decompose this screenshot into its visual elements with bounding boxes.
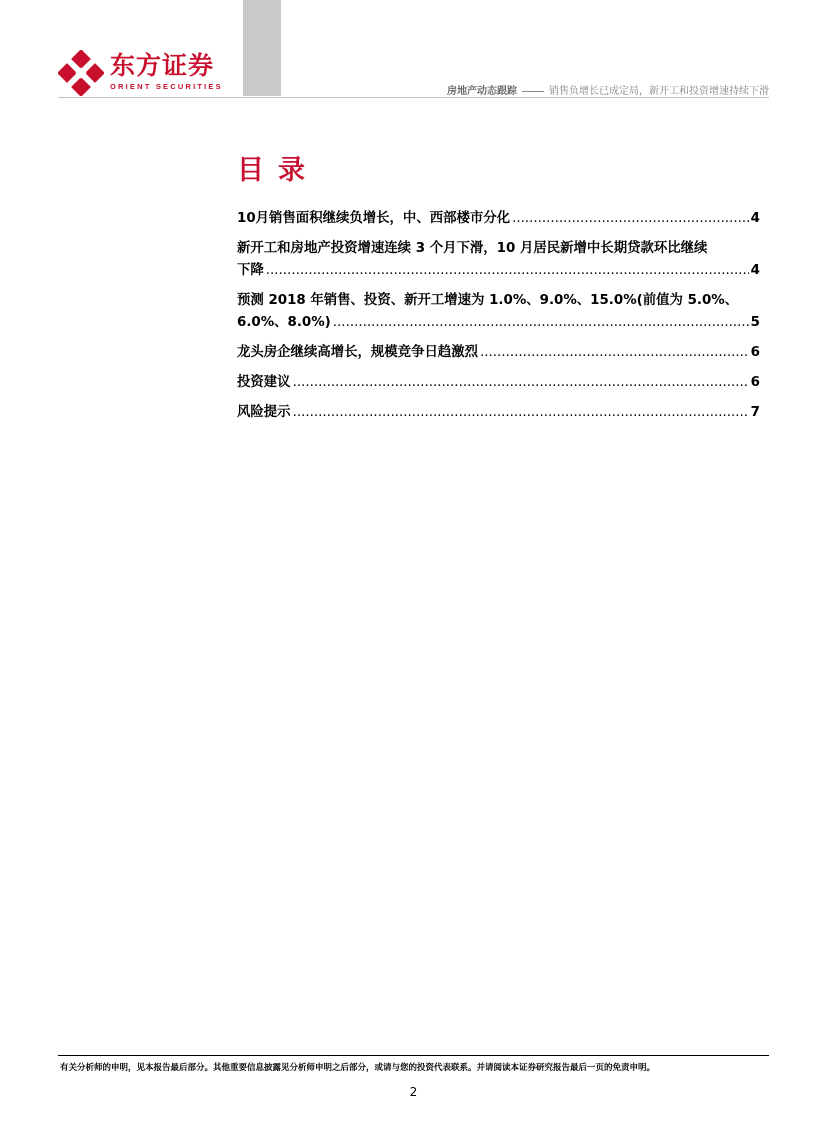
toc-leader-dots	[512, 208, 749, 230]
toc-entry-line	[237, 312, 760, 334]
toc-page-number: 4	[750, 211, 760, 226]
toc-page-number: 5	[750, 315, 760, 330]
toc-entry-line	[237, 238, 760, 260]
logo-chinese-name: 东方证券	[110, 51, 215, 80]
report-subtitle: 销售负增长已成定局，新开工和投资增速持续下滑	[549, 86, 769, 97]
table-of-contents	[237, 208, 760, 432]
footer-divider	[58, 1055, 769, 1056]
toc-page-number: 7	[750, 405, 760, 420]
toc-entry-line	[237, 402, 760, 424]
toc-entry-text: 新开工和房地产投资增速连续 3 个月下滑，10 月居民新增中长期贷款环比继续	[237, 241, 708, 256]
toc-leader-dots	[480, 342, 749, 364]
toc-entry-line	[237, 260, 760, 282]
toc-entry[interactable]	[237, 208, 760, 230]
toc-entry-text: 下降	[237, 263, 264, 278]
toc-page-number: 6	[750, 375, 760, 390]
toc-leader-dots	[333, 312, 749, 334]
toc-entry-text: 龙头房企继续高增长，规模竞争日趋激烈	[237, 345, 479, 360]
toc-entry-line	[237, 342, 760, 364]
toc-entry-line	[237, 372, 760, 394]
toc-entry-text: 风险提示	[237, 405, 291, 420]
report-series: 房地产动态跟踪	[447, 86, 517, 97]
page-number: 2	[409, 1085, 418, 1099]
company-logo	[58, 50, 223, 96]
toc-page-number: 6	[750, 345, 760, 360]
toc-entry[interactable]	[237, 402, 760, 424]
header-dash	[522, 91, 544, 92]
toc-leader-dots	[266, 260, 749, 282]
toc-page-number: 4	[750, 263, 760, 278]
toc-entry-line	[237, 208, 760, 230]
orient-securities-logo-icon	[58, 50, 104, 96]
header-gray-bar	[243, 0, 281, 96]
report-header-title	[447, 82, 769, 97]
header-divider	[58, 97, 769, 98]
toc-leader-dots	[293, 402, 749, 424]
footer-disclaimer: 有关分析师的申明，见本报告最后部分。其他重要信息披露见分析师申明之后部分，或请与您的投资代表联系。并请阅读本证券研究报告最后一页的免责申明。	[60, 1063, 656, 1073]
toc-entry-text: 6.0%、8.0%)	[237, 315, 331, 330]
toc-title: 目录	[237, 155, 319, 186]
logo-english-name: ORIENT SECURITIES	[110, 82, 223, 91]
toc-entry[interactable]	[237, 238, 760, 282]
toc-entry-line	[237, 290, 760, 312]
toc-leader-dots	[293, 372, 749, 394]
toc-entry-text: 10月销售面积继续负增长，中、西部楼市分化	[237, 211, 511, 226]
toc-entry-text: 预测 2018 年销售、投资、新开工增速为 1.0%、9.0%、15.0%(前值为 5.0%、	[237, 293, 739, 308]
toc-entry-text: 投资建议	[237, 375, 291, 390]
toc-entry[interactable]	[237, 342, 760, 364]
toc-entry[interactable]	[237, 372, 760, 394]
toc-entry[interactable]	[237, 290, 760, 334]
